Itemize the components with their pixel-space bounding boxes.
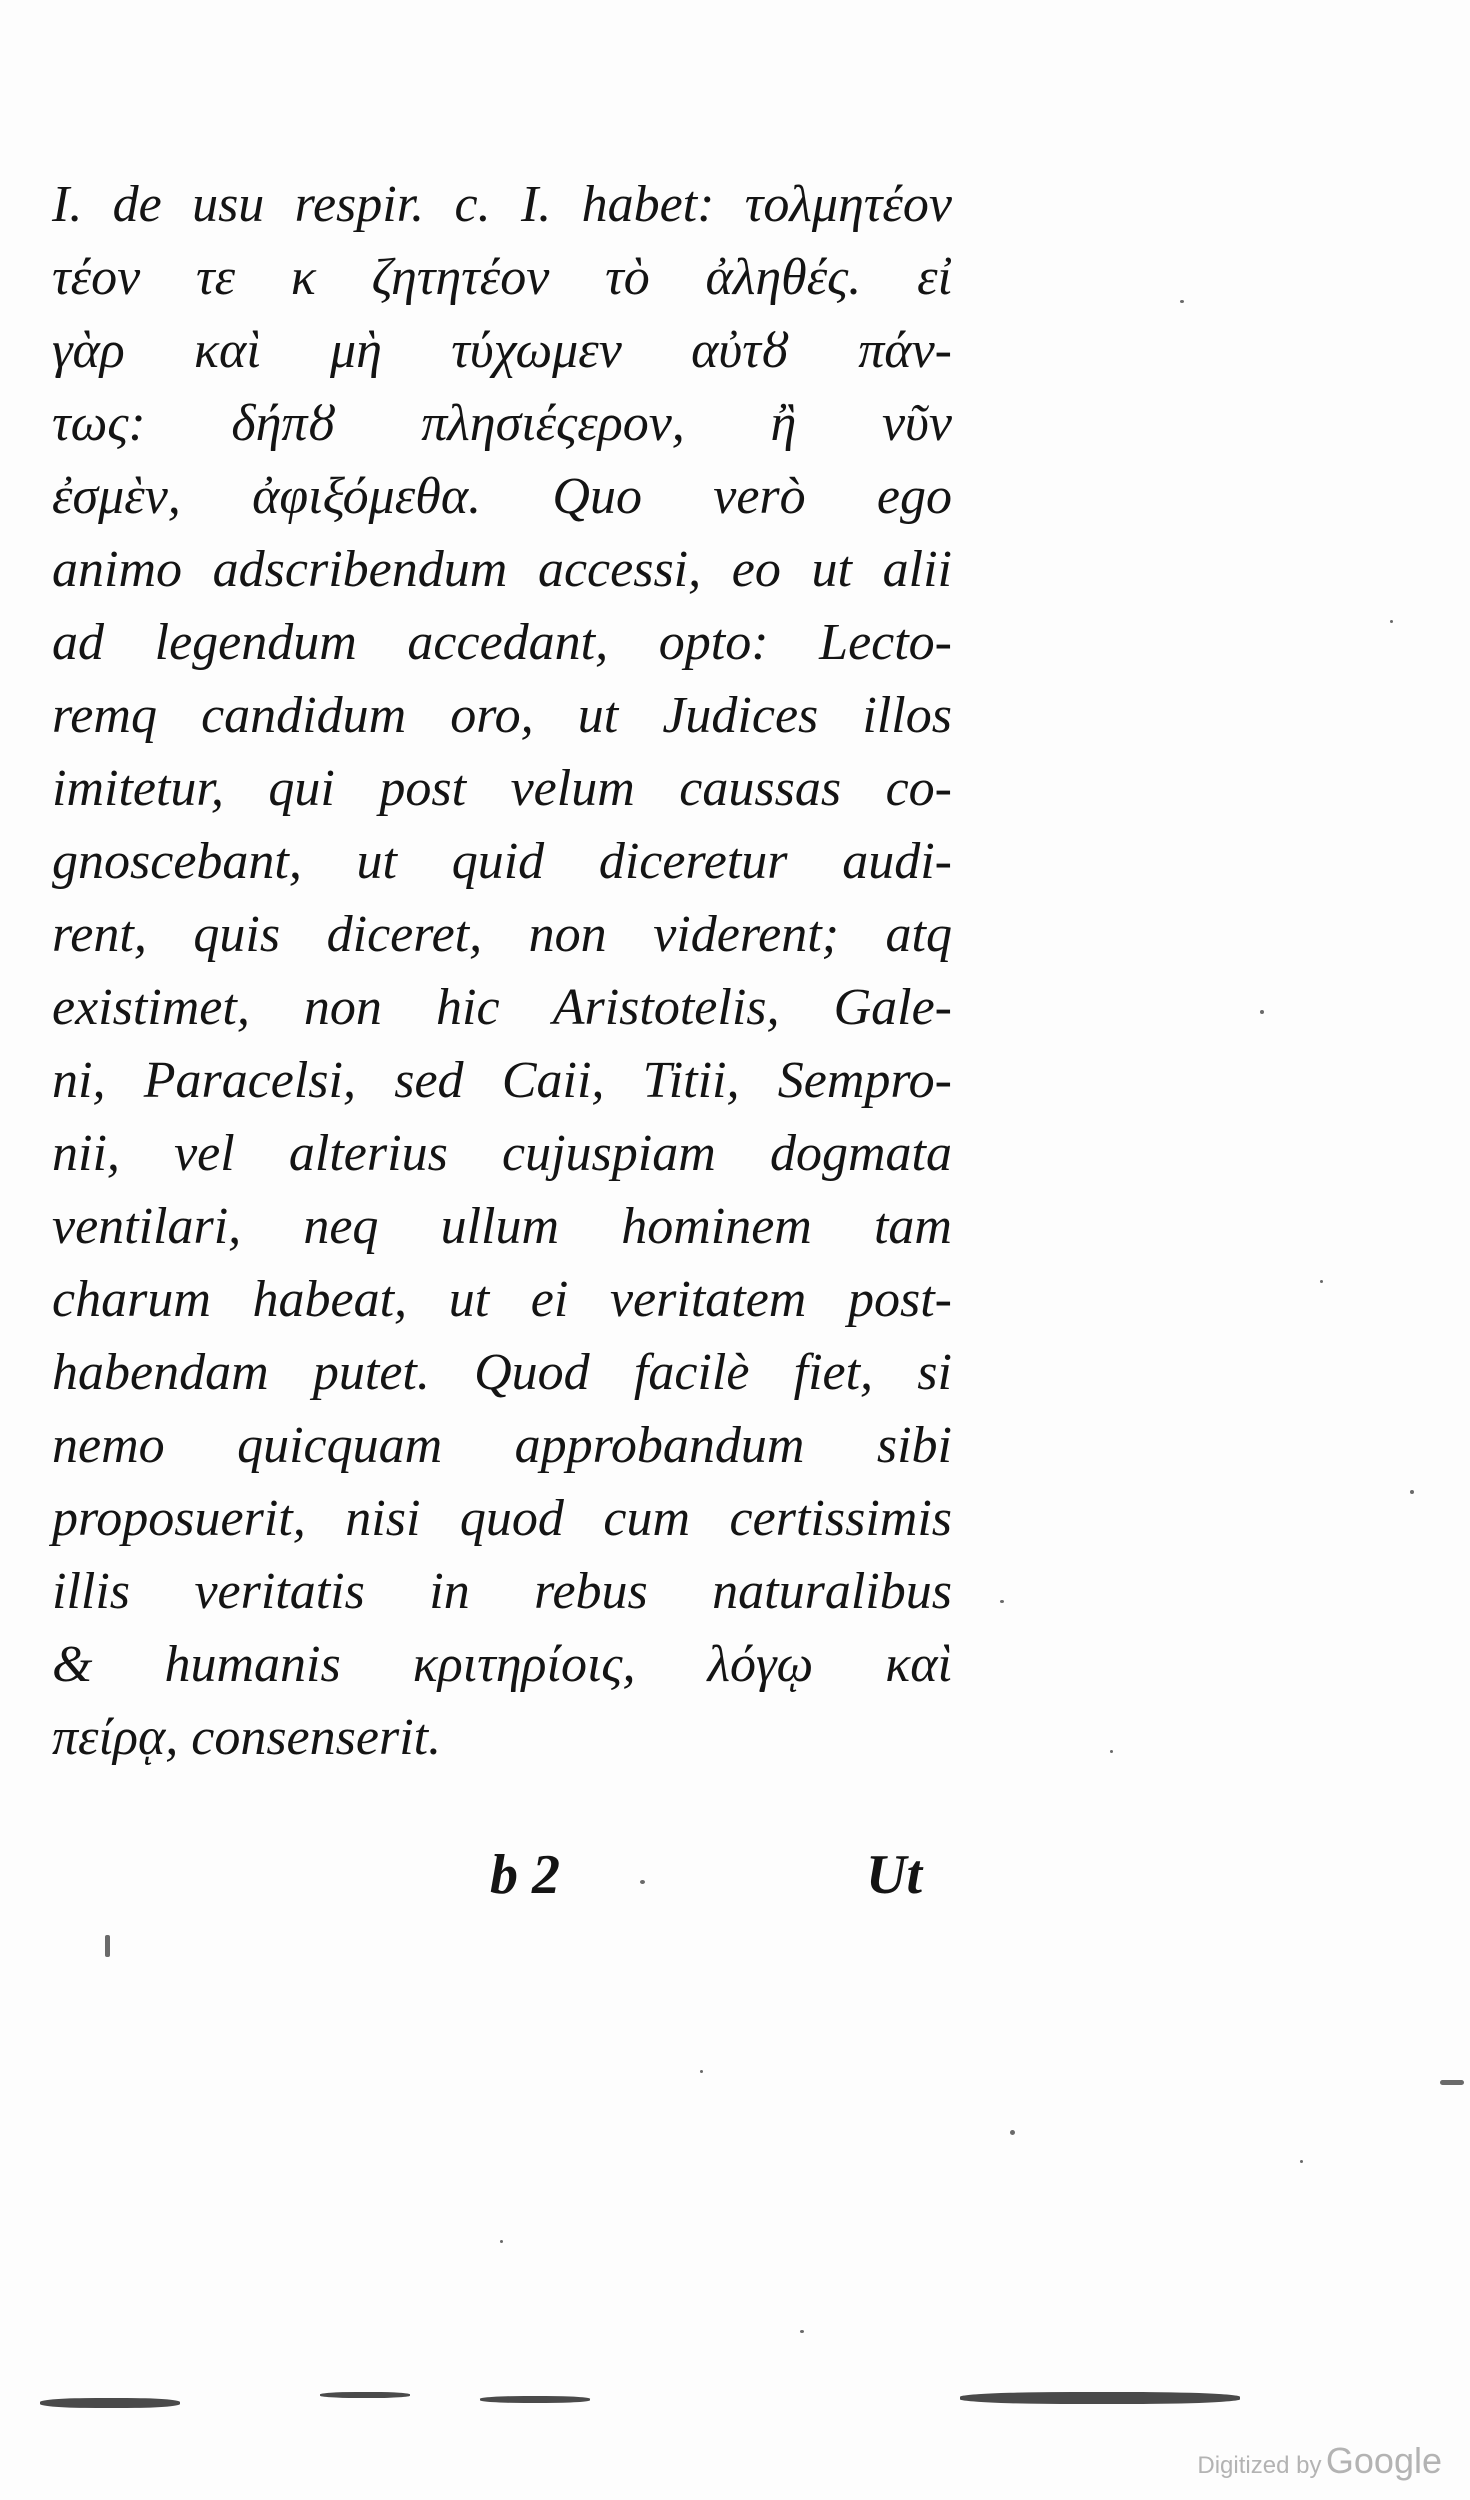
scan-smudge [960, 2392, 1240, 2404]
scan-speck [1000, 1600, 1004, 1603]
text-line: γὰρ καὶ μὴ τύχωμεν αὐτȣ πάν- [52, 322, 952, 379]
text-line: & humanis κριτηρίοις, λόγῳ καὶ [52, 1636, 952, 1693]
scan-speck [1390, 620, 1393, 623]
text-line: nii, vel alterius cujuspiam dogmata [52, 1125, 952, 1182]
scan-speck [700, 2070, 703, 2073]
text-line: charum habeat, ut ei veritatem post- [52, 1271, 952, 1328]
scan-speck [1010, 2130, 1015, 2135]
text-line: illis veritatis in rebus naturalibus [52, 1563, 952, 1620]
text-line: rent, quis diceret, non viderent; atq [52, 906, 952, 963]
text-line: animo adscribendum accessi, eo ut alii [52, 541, 952, 598]
text-line: ad legendum accedant, opto: Lecto- [52, 614, 952, 671]
scan-speck [1410, 1490, 1414, 1494]
text-line: nemo quicquam approbandum sibi [52, 1417, 952, 1474]
watermark-brand: Google [1325, 2440, 1442, 2481]
scan-smudge [40, 2398, 180, 2408]
digitized-by-google-watermark [1197, 2440, 1442, 2482]
text-line: τως: δήπȣ πλησιέςερον, ἢ νῦν [52, 395, 952, 452]
watermark-prefix: Digitized by [1197, 2452, 1322, 2479]
text-line: ni, Paracelsi, sed Caii, Titii, Sempro- [52, 1052, 952, 1109]
text-line: proposuerit, nisi quod cum certissimis [52, 1490, 952, 1547]
scan-speck [1110, 1750, 1113, 1753]
scan-smudge [480, 2396, 590, 2403]
text-line: I. de usu respir. c. I. habet: τολμητέον [52, 176, 952, 233]
body-text [52, 168, 952, 1774]
text-line: ventilari, neq ullum hominem tam [52, 1198, 952, 1255]
text-line: τέον τε κ ζητητέον τὸ ἀληθές. εἰ [52, 249, 952, 306]
scan-speck [1300, 2160, 1303, 2163]
signature-mark: b 2 [490, 1844, 560, 1906]
text-line: gnoscebant, ut quid diceretur audi- [52, 833, 952, 890]
scan-speck [1180, 300, 1184, 303]
text-line: existimet, non hic Aristotelis, Gale- [52, 979, 952, 1036]
text-line: habendam putet. Quod facilè fiet, si [52, 1344, 952, 1401]
scan-speck [800, 2330, 804, 2333]
scan-speck [500, 2240, 503, 2243]
scan-speck [640, 1880, 645, 1884]
scan-speck [105, 1935, 110, 1957]
scan-smudge [320, 2392, 410, 2398]
scan-speck [1440, 2080, 1464, 2085]
scan-speck [1320, 1280, 1323, 1283]
text-line: imitetur, qui post velum caussas co- [52, 760, 952, 817]
scan-speck [1260, 1010, 1264, 1014]
catchword: Ut [866, 1844, 922, 1906]
text-line: ἐσμὲν, ἀφιξόμεθα. Quo verò ego [52, 468, 952, 525]
text-line: πείρᾳ, consenserit. [52, 1709, 442, 1766]
text-line: remq candidum oro, ut Judices illos [52, 687, 952, 744]
